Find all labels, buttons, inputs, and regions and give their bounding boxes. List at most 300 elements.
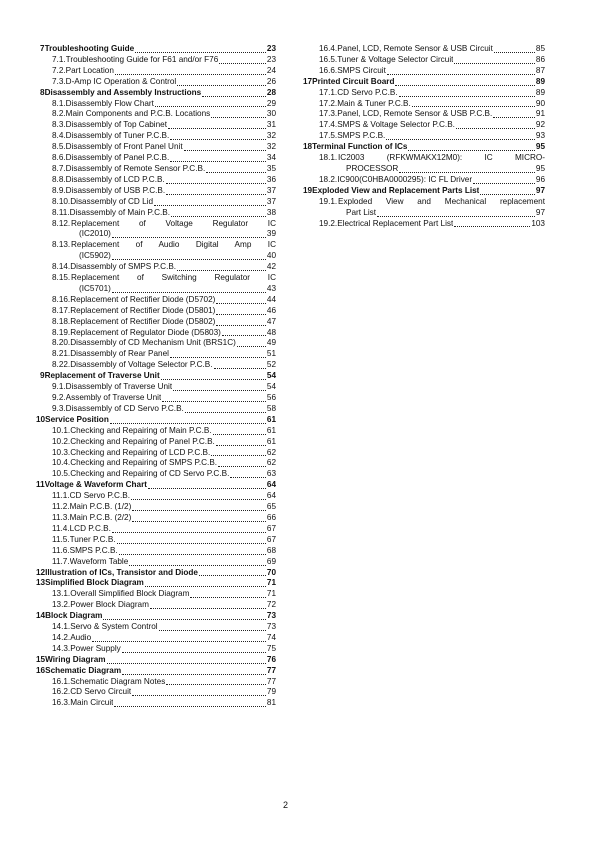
toc-entry-page: 67 bbox=[266, 523, 276, 533]
toc-entry-title: SMPS & Voltage Selector P.C.B. bbox=[337, 120, 455, 130]
toc-entry[interactable] bbox=[36, 644, 276, 655]
leader-dots bbox=[185, 412, 266, 413]
toc-entry-title: Replacement of Rectifier Diode (D5801) bbox=[70, 305, 216, 315]
leader-dots bbox=[216, 325, 266, 326]
toc-entry-title: Schematic Diagram bbox=[45, 665, 122, 675]
toc-entry-title: D-Amp IC Operation & Control bbox=[65, 76, 177, 86]
toc-entry-title: Disassembly of Traverse Unit bbox=[65, 382, 173, 392]
toc-entry[interactable] bbox=[303, 131, 545, 142]
toc-entry[interactable] bbox=[36, 219, 276, 241]
toc-entry-page: 64 bbox=[266, 491, 276, 501]
toc-entry-number: 14.2. bbox=[52, 632, 71, 642]
toc-entry-number: 16.6. bbox=[319, 65, 338, 75]
leader-dots bbox=[399, 96, 535, 97]
leader-dots bbox=[202, 96, 266, 97]
toc-entry-page: 35 bbox=[266, 163, 276, 173]
toc-entry-title: Panel, LCD, Remote Sensor & USB Circuit bbox=[337, 44, 493, 53]
leader-dots bbox=[230, 477, 266, 478]
toc-entry-number: 8.14. bbox=[52, 262, 71, 272]
toc-entry[interactable] bbox=[36, 404, 276, 415]
leader-dots bbox=[150, 608, 266, 609]
toc-entry[interactable] bbox=[36, 698, 276, 709]
page-number: 2 bbox=[283, 800, 289, 810]
leader-dots bbox=[211, 455, 266, 456]
leader-dots bbox=[159, 630, 266, 631]
toc-entry-page: 48 bbox=[266, 327, 276, 337]
toc-entry-page: 61 bbox=[266, 436, 276, 446]
toc-entry-title: IC2003 (RFKWMAKX12M0): IC MICRO- bbox=[338, 153, 545, 163]
toc-entry-page: 95 bbox=[535, 142, 545, 152]
toc-chapter[interactable] bbox=[303, 77, 545, 88]
toc-entry-number: 8.19. bbox=[52, 327, 71, 337]
toc-entry[interactable] bbox=[36, 491, 276, 502]
toc-entry-page: 54 bbox=[266, 371, 276, 381]
toc-entry-number: 14.3. bbox=[52, 643, 71, 653]
leader-dots bbox=[155, 106, 266, 107]
toc-entry-title: Overall Simplified Block Diagram bbox=[70, 589, 190, 599]
toc-entry-title: Disassembly of Rear Panel bbox=[70, 349, 169, 359]
toc-entry-page: 30 bbox=[266, 109, 276, 119]
toc-entry-page: 75 bbox=[266, 643, 276, 653]
toc-entry-title: Disassembly of Main P.C.B. bbox=[69, 207, 171, 217]
toc-entry-title: Schematic Diagram Notes bbox=[70, 676, 166, 686]
toc-entry-title: Tuner & Voltage Selector Circuit bbox=[337, 54, 454, 64]
toc-entry[interactable] bbox=[36, 524, 276, 535]
toc-entry-number: 17.5. bbox=[319, 131, 338, 141]
toc-entry-page: 29 bbox=[266, 98, 276, 108]
toc-entry[interactable] bbox=[36, 109, 276, 120]
leader-dots bbox=[114, 706, 265, 707]
toc-entry-page: 71 bbox=[266, 578, 276, 588]
leader-dots bbox=[110, 423, 266, 424]
toc-entry[interactable] bbox=[303, 219, 545, 230]
toc-entry-number: 8.9. bbox=[52, 185, 66, 195]
toc-entry-title: Exploded View and Mechanical replacement bbox=[338, 196, 545, 206]
toc-entry-title: Checking and Repairing of SMPS P.C.B. bbox=[70, 458, 218, 468]
leader-dots bbox=[377, 216, 535, 217]
toc-entry[interactable] bbox=[36, 349, 276, 360]
toc-entry-number: 8.2. bbox=[52, 109, 66, 119]
toc-entry-page: 24 bbox=[266, 65, 276, 75]
toc-chapter[interactable] bbox=[36, 44, 276, 55]
toc-entry-title: Disassembly of Front Panel Unit bbox=[65, 142, 183, 152]
leader-dots bbox=[170, 161, 266, 162]
toc-entry-page: 26 bbox=[266, 76, 276, 86]
toc-chapter[interactable] bbox=[303, 142, 545, 153]
toc-entry-title: CD Servo Circuit bbox=[70, 687, 132, 697]
toc-chapter[interactable] bbox=[36, 480, 276, 491]
toc-entry-number: 17.3. bbox=[319, 109, 338, 119]
leader-dots bbox=[154, 205, 266, 206]
toc-entry-title: Checking and Repairing of Panel P.C.B. bbox=[70, 436, 215, 446]
leader-dots bbox=[214, 368, 266, 369]
toc-entry-page: 97 bbox=[535, 207, 545, 217]
toc-entry-title: SMPS P.C.B. bbox=[69, 545, 118, 555]
toc-entry-number: 11.2. bbox=[52, 502, 70, 512]
leader-dots bbox=[112, 237, 266, 238]
toc-entry-number: 11.6. bbox=[52, 545, 70, 555]
toc-entry[interactable] bbox=[36, 262, 276, 273]
toc-entry-title: Disassembly of USB P.C.B. bbox=[65, 185, 166, 195]
leader-dots bbox=[190, 597, 265, 598]
toc-entry-page: 95 bbox=[535, 163, 545, 173]
toc-entry[interactable] bbox=[36, 437, 276, 448]
toc-entry[interactable] bbox=[36, 317, 276, 328]
toc-entry-page: 54 bbox=[266, 382, 276, 392]
toc-entry-page: 43 bbox=[266, 283, 276, 293]
toc-entry-number: 16.1. bbox=[52, 676, 71, 686]
toc-entry-page: 51 bbox=[266, 349, 276, 359]
toc-entry-title: Disassembly of Voltage Selector P.C.B. bbox=[70, 360, 213, 370]
toc-entry-number: 12 bbox=[36, 567, 46, 577]
toc-entry-page: 67 bbox=[266, 534, 276, 544]
toc-entry-number: 14.1. bbox=[52, 622, 71, 632]
toc-entry-number: 8.13. bbox=[52, 240, 71, 250]
toc-entry[interactable] bbox=[36, 502, 276, 513]
toc-entry[interactable] bbox=[36, 546, 276, 557]
toc-chapter[interactable] bbox=[36, 666, 276, 677]
toc-entry[interactable] bbox=[36, 131, 276, 142]
toc-entry-number: 16.4. bbox=[319, 44, 338, 53]
leader-dots bbox=[412, 106, 535, 107]
toc-chapter[interactable] bbox=[36, 578, 276, 589]
toc-entry-page: 61 bbox=[266, 425, 276, 435]
toc-entry[interactable] bbox=[36, 469, 276, 480]
leader-dots bbox=[206, 172, 266, 173]
toc-entry-page: 62 bbox=[266, 447, 276, 457]
leader-dots bbox=[119, 554, 266, 555]
toc-entry[interactable] bbox=[36, 535, 276, 546]
leader-dots bbox=[148, 488, 266, 489]
toc-entry-title: Illustration of ICs, Transistor and Diode bbox=[45, 567, 198, 577]
toc-entry-page: 38 bbox=[266, 207, 276, 217]
toc-chapter[interactable] bbox=[303, 186, 545, 197]
toc-entry[interactable] bbox=[36, 622, 276, 633]
toc-entry-number: 8.5. bbox=[52, 142, 66, 152]
toc-entry-number: 8.4. bbox=[52, 131, 66, 141]
leader-dots bbox=[166, 183, 266, 184]
toc-entry-number: 16 bbox=[36, 665, 46, 675]
toc-entry-number: 10.5. bbox=[52, 469, 71, 479]
toc-entry[interactable] bbox=[303, 153, 545, 175]
toc-entry-title: Main Circuit bbox=[70, 698, 114, 708]
toc-entry-page: 73 bbox=[266, 622, 276, 632]
toc-entry-title: Disassembly of CD Lid bbox=[70, 196, 154, 206]
toc-entry-title: Troubleshooting Guide bbox=[44, 44, 135, 53]
leader-dots bbox=[173, 390, 266, 391]
toc-entry-page: 103 bbox=[531, 218, 545, 228]
toc-entry[interactable] bbox=[36, 589, 276, 600]
toc-entry-page: 42 bbox=[266, 262, 276, 272]
toc-entry-number: 8.20. bbox=[52, 338, 71, 348]
toc-entry[interactable] bbox=[36, 600, 276, 611]
toc-entry-title: Power Supply bbox=[70, 643, 121, 653]
toc-entry-number: 8.12. bbox=[52, 218, 71, 228]
toc-entry[interactable] bbox=[36, 513, 276, 524]
toc-entry-number: 11.5. bbox=[52, 534, 70, 544]
toc-entry-number: 7.2. bbox=[52, 65, 66, 75]
toc-entry[interactable] bbox=[36, 208, 276, 219]
toc-entry-title: Checking and Repairing of LCD P.C.B. bbox=[70, 447, 211, 457]
leader-dots bbox=[115, 74, 266, 75]
toc-entry[interactable] bbox=[36, 677, 276, 688]
leader-dots bbox=[131, 499, 266, 500]
toc-chapter[interactable] bbox=[36, 371, 276, 382]
toc-entry[interactable] bbox=[36, 153, 276, 164]
toc-entry-page: 71 bbox=[266, 589, 276, 599]
toc-entry-title: Assembly of Traverse Unit bbox=[65, 393, 162, 402]
toc-chapter[interactable] bbox=[36, 88, 276, 99]
toc-entry-title-cont: (IC2010) bbox=[79, 229, 111, 239]
toc-entry-title: Audio bbox=[70, 632, 92, 642]
toc-entry[interactable] bbox=[303, 99, 545, 110]
toc-entry-number: 8.7. bbox=[52, 163, 66, 173]
toc-entry-page: 40 bbox=[266, 251, 276, 261]
toc-entry-number: 19.2. bbox=[319, 218, 338, 228]
leader-dots bbox=[161, 379, 266, 380]
toc-entry-title: Electrical Replacement Part List bbox=[337, 218, 454, 228]
toc-entry[interactable] bbox=[36, 557, 276, 568]
toc-entry-page: 28 bbox=[266, 87, 276, 97]
toc-entry-number: 8.8. bbox=[52, 174, 66, 184]
toc-entry-page: 32 bbox=[266, 142, 276, 152]
toc-entry-number: 13 bbox=[36, 578, 46, 588]
toc-entry-page: 65 bbox=[266, 502, 276, 512]
leader-dots bbox=[122, 674, 266, 675]
leader-dots bbox=[216, 445, 266, 446]
leader-dots bbox=[112, 532, 266, 533]
toc-entry-number: 10.4. bbox=[52, 458, 71, 468]
toc-entry[interactable] bbox=[303, 88, 545, 99]
toc-entry-title: Replacement of Audio Digital Amp IC bbox=[71, 240, 276, 250]
toc-entry-number: 16.5. bbox=[319, 54, 338, 64]
toc-entry-page: 31 bbox=[266, 120, 276, 130]
toc-entry[interactable] bbox=[36, 240, 276, 262]
toc-entry[interactable] bbox=[36, 142, 276, 153]
leader-dots bbox=[216, 303, 266, 304]
toc-entry-title: Wiring Diagram bbox=[45, 654, 106, 664]
leader-dots bbox=[162, 401, 266, 402]
leader-dots bbox=[216, 314, 266, 315]
toc-entry[interactable] bbox=[36, 360, 276, 371]
leader-dots bbox=[177, 270, 266, 271]
toc-entry-page: 23 bbox=[266, 54, 276, 64]
toc-entry[interactable] bbox=[36, 197, 276, 208]
toc-entry-page: 66 bbox=[266, 512, 276, 522]
toc-entry-page: 87 bbox=[535, 65, 545, 75]
toc-entry[interactable] bbox=[303, 55, 545, 66]
toc-entry-number: 8.17. bbox=[52, 305, 71, 315]
toc-entry[interactable] bbox=[36, 164, 276, 175]
toc-entry-page: 52 bbox=[266, 360, 276, 370]
toc-entry[interactable] bbox=[36, 338, 276, 349]
toc-entry[interactable] bbox=[303, 109, 545, 120]
toc-entry-number: 13.2. bbox=[52, 600, 71, 610]
leader-dots bbox=[199, 575, 266, 576]
toc-entry[interactable] bbox=[36, 186, 276, 197]
leader-dots bbox=[387, 74, 535, 75]
toc-entry-title: CD Servo P.C.B. bbox=[337, 87, 398, 97]
toc-entry-title: Replacement of Traverse Unit bbox=[44, 371, 160, 381]
toc-entry-title: Main P.C.B. (1/2) bbox=[69, 502, 132, 512]
leader-dots bbox=[473, 183, 535, 184]
toc-entry-number: 17 bbox=[303, 76, 313, 86]
leader-dots bbox=[184, 150, 266, 151]
leader-dots bbox=[112, 259, 266, 260]
toc-column-left bbox=[36, 44, 276, 709]
leader-dots bbox=[132, 510, 266, 511]
toc-entry[interactable] bbox=[36, 273, 276, 295]
toc-entry[interactable] bbox=[303, 66, 545, 77]
toc-chapter[interactable] bbox=[36, 568, 276, 579]
toc-entry-title: Replacement of Regulator Diode (D5803) bbox=[70, 327, 221, 337]
leader-dots bbox=[171, 216, 266, 217]
leader-dots bbox=[170, 139, 266, 140]
toc-chapter[interactable] bbox=[36, 655, 276, 666]
toc-entry[interactable] bbox=[36, 687, 276, 698]
toc-entry-page: 97 bbox=[535, 185, 545, 195]
toc-entry[interactable] bbox=[36, 393, 276, 404]
toc-entry-page: 37 bbox=[266, 196, 276, 206]
toc-entry[interactable] bbox=[36, 633, 276, 644]
toc-entry-number: 8.15. bbox=[52, 273, 71, 283]
toc-entry-page: 49 bbox=[266, 338, 276, 348]
toc-entry-number: 19 bbox=[303, 185, 313, 195]
toc-entry[interactable] bbox=[36, 77, 276, 88]
toc-entry-page: 44 bbox=[266, 294, 276, 304]
toc-entry-title-cont: (IC5902) bbox=[79, 251, 111, 261]
toc-entry-page: 61 bbox=[266, 414, 276, 424]
toc-entry[interactable] bbox=[303, 175, 545, 186]
toc-entry[interactable] bbox=[36, 120, 276, 131]
toc-entry[interactable] bbox=[303, 120, 545, 131]
toc-entry-page: 70 bbox=[266, 567, 276, 577]
toc-entry-number: 8.10. bbox=[52, 196, 71, 206]
toc-entry-page: 81 bbox=[266, 698, 276, 708]
toc-entry-page: 86 bbox=[535, 54, 545, 64]
toc-entry-title: Disassembly of CD Mechanism Unit (BRS1C) bbox=[70, 338, 236, 348]
leader-dots bbox=[92, 641, 266, 642]
toc-entry-page: 89 bbox=[535, 87, 545, 97]
toc-entry[interactable] bbox=[36, 328, 276, 339]
toc-entry-number: 9.1. bbox=[52, 382, 66, 392]
toc-entry-number: 8.6. bbox=[52, 153, 66, 163]
leader-dots bbox=[107, 663, 266, 664]
leader-dots bbox=[129, 565, 266, 566]
toc-entry-title: Service Position bbox=[45, 414, 109, 424]
toc-entry-title: Printed Circuit Board bbox=[312, 76, 395, 86]
toc-entry-number: 11 bbox=[36, 480, 45, 490]
toc-entry-page: 92 bbox=[535, 120, 545, 130]
leader-dots bbox=[166, 684, 266, 685]
toc-entry-title: Simplified Block Diagram bbox=[45, 578, 144, 588]
toc-entry-page: 91 bbox=[535, 109, 545, 119]
toc-entry-title: Disassembly of LCD P.C.B. bbox=[65, 174, 165, 184]
leader-dots bbox=[408, 150, 534, 151]
toc-entry-number: 9.2. bbox=[52, 393, 66, 402]
leader-dots bbox=[168, 128, 266, 129]
toc-entry-number: 19.1. bbox=[319, 196, 338, 206]
toc-entry-page: 64 bbox=[266, 480, 276, 490]
toc-chapter[interactable] bbox=[36, 611, 276, 622]
leader-dots bbox=[218, 466, 266, 467]
toc-entry-title: Main & Tuner P.C.B. bbox=[337, 98, 411, 108]
toc-entry-title: Replacement of Switching Regulator IC bbox=[71, 273, 276, 283]
toc-entry[interactable] bbox=[303, 197, 545, 219]
toc-entry-title: IC900(C0HBA0000295): IC FL Driver bbox=[337, 174, 473, 184]
toc-entry-title: Disassembly of CD Servo P.C.B. bbox=[65, 403, 184, 413]
toc-entry-number: 13.1. bbox=[52, 589, 71, 599]
toc-entry[interactable] bbox=[36, 448, 276, 459]
toc-entry-title: Disassembly Flow Chart bbox=[65, 98, 154, 108]
toc-entry[interactable] bbox=[36, 175, 276, 186]
toc-entry-number: 15 bbox=[36, 654, 46, 664]
toc-entry[interactable] bbox=[36, 99, 276, 110]
toc-entry-title: Disassembly of Top Cabinet bbox=[65, 120, 168, 130]
toc-entry-title: Tuner P.C.B. bbox=[69, 534, 116, 544]
toc-entry-title: Part Location bbox=[65, 65, 114, 75]
leader-dots bbox=[454, 63, 534, 64]
toc-entry[interactable] bbox=[36, 306, 276, 317]
toc-entry[interactable] bbox=[303, 44, 545, 55]
toc-entry-title: Disassembly of Tuner P.C.B. bbox=[65, 131, 170, 141]
toc-entry-title: Checking and Repairing of CD Servo P.C.B. bbox=[70, 469, 230, 479]
toc-entry-page: 47 bbox=[266, 316, 276, 326]
toc-entry-page: 56 bbox=[266, 393, 276, 402]
toc-entry-number: 8.21. bbox=[52, 349, 71, 359]
toc-entry[interactable] bbox=[36, 382, 276, 393]
toc-entry[interactable] bbox=[36, 426, 276, 437]
toc-entry-title: Block Diagram bbox=[45, 611, 103, 621]
toc-entry-number: 7.3. bbox=[52, 76, 66, 86]
toc-entry-number: 8.1. bbox=[52, 98, 66, 108]
toc-entry-number: 8.18. bbox=[52, 316, 71, 326]
leader-dots bbox=[386, 139, 535, 140]
toc-entry-title: Disassembly of SMPS P.C.B. bbox=[70, 262, 177, 272]
toc-entry-number: 18.2. bbox=[319, 174, 338, 184]
toc-entry-page: 58 bbox=[266, 403, 276, 413]
toc-entry-number: 16.3. bbox=[52, 698, 71, 708]
toc-column-right bbox=[303, 44, 545, 229]
toc-entry-title: Main Components and P.C.B. Locations bbox=[65, 109, 211, 119]
toc-entry[interactable] bbox=[36, 66, 276, 77]
leader-dots bbox=[213, 434, 266, 435]
toc-entry[interactable] bbox=[36, 295, 276, 306]
toc-entry-page: 34 bbox=[266, 153, 276, 163]
toc-entry[interactable] bbox=[36, 55, 276, 66]
toc-entry-title: Waveform Table bbox=[69, 556, 129, 566]
toc-chapter[interactable] bbox=[36, 415, 276, 426]
toc-entry-number: 17.4. bbox=[319, 120, 338, 130]
toc-entry-number: 11.3. bbox=[52, 512, 70, 522]
leader-dots bbox=[211, 117, 266, 118]
toc-entry[interactable] bbox=[36, 458, 276, 469]
toc-entry-title-cont: PROCESSOR bbox=[346, 163, 399, 173]
toc-entry-title: Terminal Function of ICs bbox=[312, 142, 408, 152]
toc-entry-number: 8 bbox=[40, 87, 45, 97]
toc-entry-page: 62 bbox=[266, 458, 276, 468]
toc-entry-number: 11.1. bbox=[52, 491, 70, 501]
toc-entry-page: 74 bbox=[266, 632, 276, 642]
toc-entry-number: 10 bbox=[36, 414, 46, 424]
toc-entry-number: 17.2. bbox=[319, 98, 338, 108]
leader-dots bbox=[103, 619, 265, 620]
toc-entry-title: SMPS Circuit bbox=[337, 65, 386, 75]
toc-entry-page: 77 bbox=[266, 665, 276, 675]
toc-entry-title: Exploded View and Replacement Parts List bbox=[312, 185, 480, 195]
leader-dots bbox=[132, 695, 266, 696]
toc-entry-title: LCD P.C.B. bbox=[69, 523, 111, 533]
